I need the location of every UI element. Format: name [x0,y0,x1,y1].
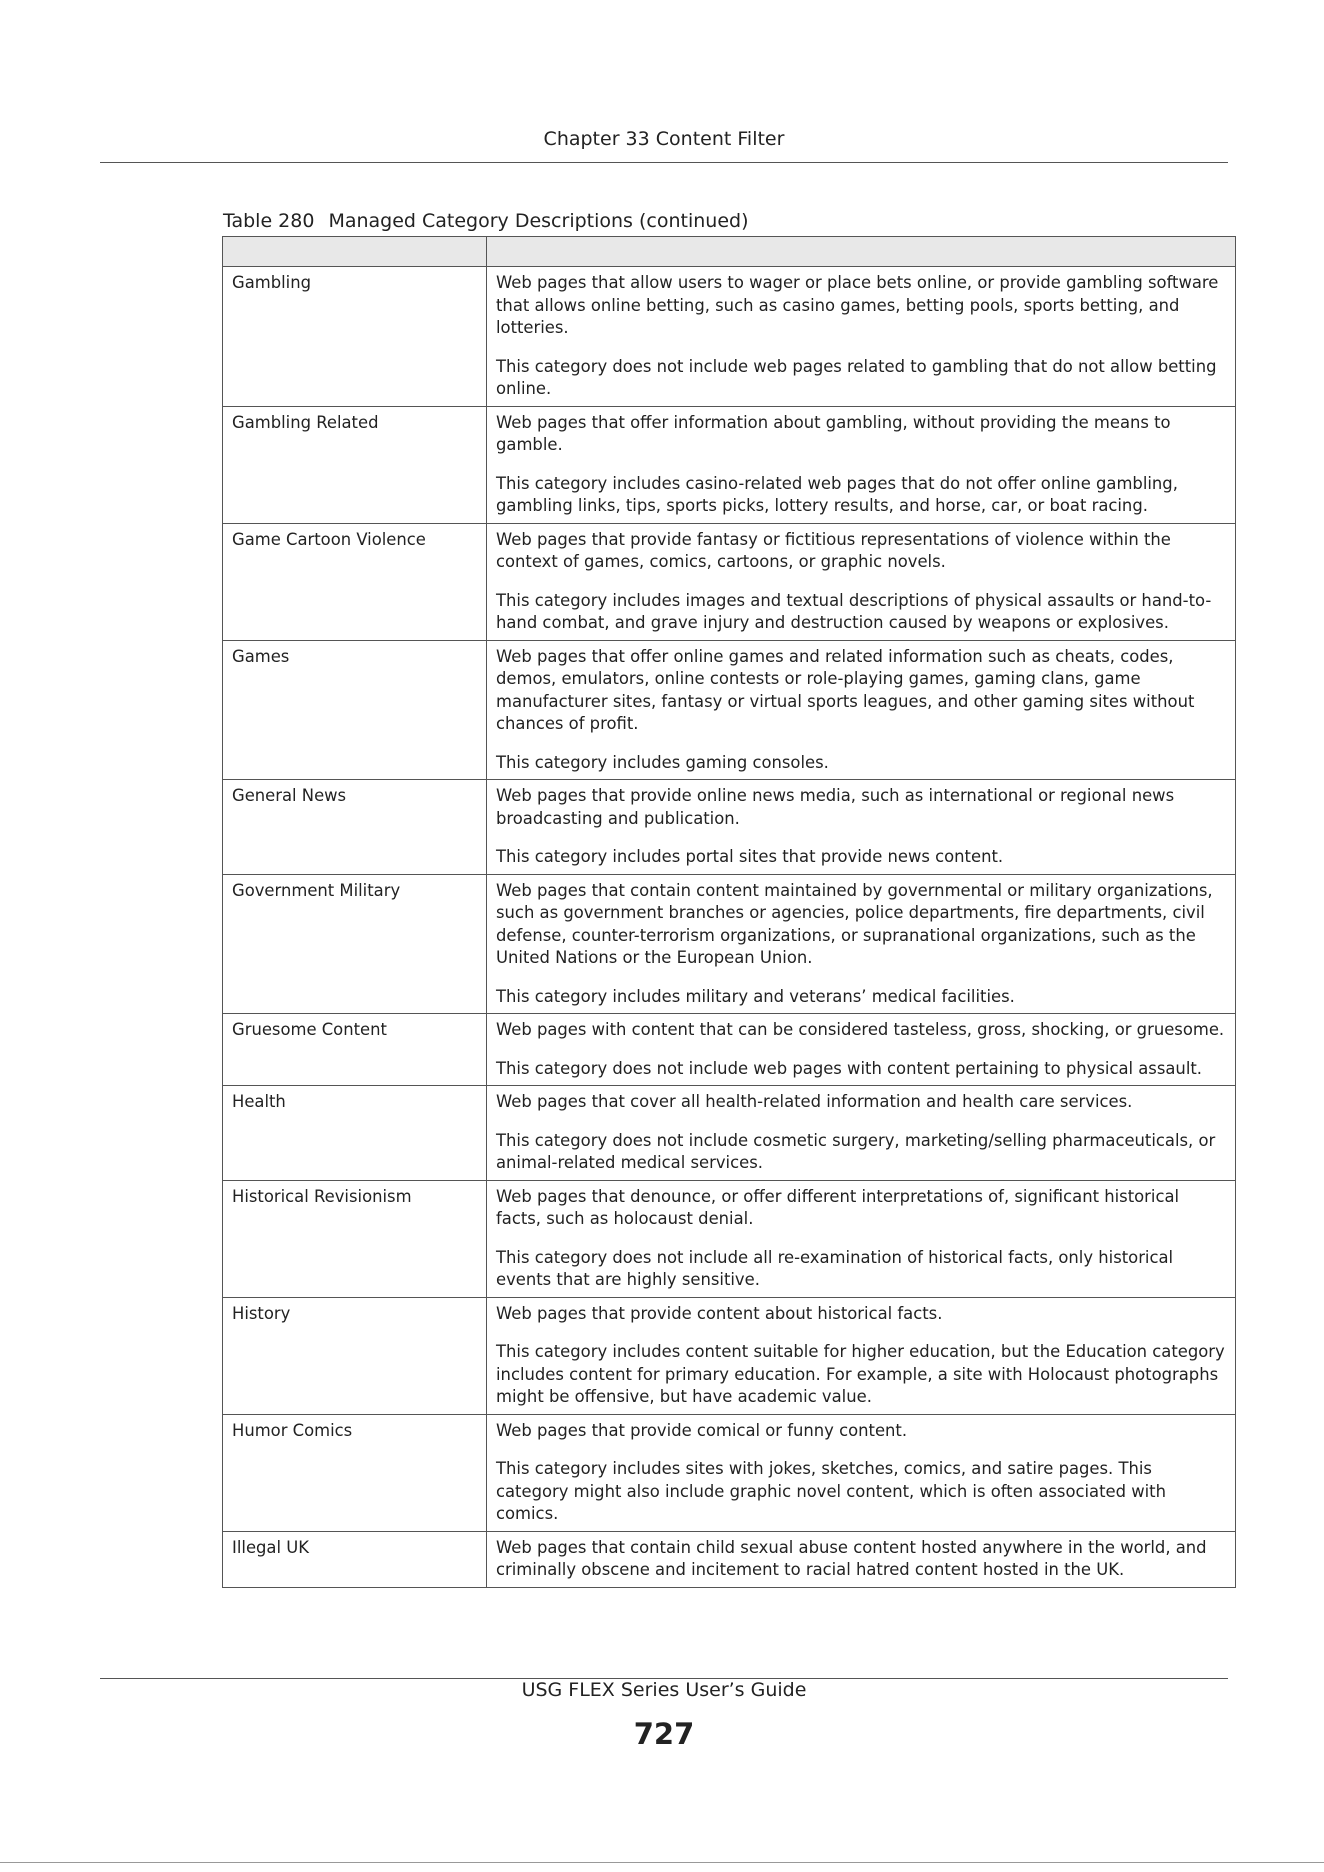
description-paragraph: This category does not include all re-examination of historical facts, only historical events that are highly sensitive. [496,1247,1174,1289]
category-name-cell: Gambling [223,267,487,407]
description-paragraph: This category includes content suitable for higher education, but the Education category includes content for primary education. For example, a site with Holocaust photographs might be offensive, but have academic value. [496,1342,1225,1406]
category-name-cell: Illegal UK [223,1531,487,1587]
category-description-cell [487,640,1236,780]
table-caption-number: Table 280 [223,210,315,232]
table-header-row [223,237,1236,267]
category-name-cell: Health [223,1086,487,1181]
table-body [223,267,1236,1588]
description-paragraph: This category includes military and veterans’ medical facilities. [496,986,1015,1006]
category-description-cell [487,1086,1236,1181]
description-paragraph: This category includes casino-related web pages that do not offer online gambling, gambling links, tips, sports picks, lottery results, and horse, car, or boat racing. [496,473,1178,515]
header-cell-description [487,237,1236,267]
category-name-cell: Game Cartoon Violence [223,523,487,640]
table-caption-title: Managed Category Descriptions (continued) [328,210,749,232]
table-row [223,406,1236,523]
category-name-cell: History [223,1297,487,1414]
table-caption [223,210,749,232]
description-paragraph: This category does not include cosmetic surgery, marketing/selling pharmaceuticals, or animal-related medical services. [496,1130,1216,1172]
page-bottom-edge [0,1862,1324,1863]
category-name-cell: Government Military [223,874,487,1014]
description-paragraph: Web pages that provide comical or funny content. [496,1420,908,1440]
category-description-cell [487,1531,1236,1587]
header-rule [100,162,1228,163]
category-name-cell: Games [223,640,487,780]
table-row [223,523,1236,640]
footer-guide-title: USG FLEX Series User’s Guide [521,1679,807,1701]
description-paragraph: This category includes portal sites that provide news content. [496,847,1004,866]
table-row [223,780,1236,875]
category-description-cell [487,267,1236,407]
table-row [223,1180,1236,1297]
category-name-cell: Gruesome Content [223,1014,487,1086]
description-paragraph: Web pages that cover all health-related information and health care services. [496,1092,1133,1111]
description-paragraph: Web pages that offer online games and related information such as cheats, codes, demos, emulators, online contests or role-playing games, gaming clans, game manufacturer sites, fantasy or virtual sports leagues, and other gaming sites without chances of profit. [496,646,1195,733]
table-row [223,1014,1236,1086]
description-paragraph: This category does not include web pages with content pertaining to physical assault. [496,1058,1203,1078]
table-row [223,1297,1236,1414]
description-paragraph: Web pages that provide online news media, such as international or regional news broadcasting and publication. [496,786,1175,828]
category-description-cell [487,406,1236,523]
page-number: 727 [633,1717,695,1751]
category-name-cell: General News [223,780,487,875]
description-paragraph: Web pages that offer information about gambling, without providing the means to gamble. [496,412,1171,454]
description-paragraph: Web pages that denounce, or offer different interpretations of, significant historical facts, such as holocaust denial. [496,1186,1180,1228]
table-row [223,640,1236,780]
category-name-cell: Gambling Related [223,406,487,523]
category-table [222,236,1236,1588]
description-paragraph: Web pages that provide fantasy or fictitious representations of violence within the context of games, comics, cartoons, or graphic novels. [496,529,1171,571]
category-description-cell [487,523,1236,640]
description-paragraph: This category includes gaming consoles. [496,752,829,772]
category-description-cell [487,1297,1236,1414]
table-row [223,1531,1236,1587]
description-paragraph: This category includes sites with jokes, sketches, comics, and satire pages. This category might also include graphic novel content, which is often associated with comics. [496,1459,1166,1523]
category-description-cell [487,780,1236,875]
table-row [223,1086,1236,1181]
table-row [223,267,1236,407]
category-description-cell [487,1180,1236,1297]
description-paragraph: This category does not include web pages related to gambling that do not allow betting online. [496,356,1217,398]
header-cell-category [223,237,487,267]
table-row [223,874,1236,1014]
description-paragraph: Web pages that contain content maintained by governmental or military organizations, such as government branches or agencies, police departments, fire departments, civil defense, counter-terrorism organizations, or supranational organizations, such as the United Nations or the European Union. [496,880,1213,967]
description-paragraph: Web pages that allow users to wager or place bets online, or provide gambling software that allows online betting, such as casino games, betting pools, sports betting, and lotteries. [496,273,1219,337]
category-name-cell: Humor Comics [223,1414,487,1531]
table-row [223,1414,1236,1531]
chapter-header: Chapter 33 Content Filter [543,128,785,150]
description-paragraph: Web pages that provide content about historical facts. [496,1303,943,1323]
category-name-cell: Historical Revisionism [223,1180,487,1297]
category-description-cell [487,1014,1236,1086]
description-paragraph: Web pages that contain child sexual abuse content hosted anywhere in the world, and criminally obscene and incitement to racial hatred content hosted in the UK. [496,1537,1207,1579]
description-paragraph: This category includes images and textual descriptions of physical assaults or hand-to-hand combat, and grave injury and destruction caused by weapons or explosives. [496,590,1212,632]
category-description-cell [487,1414,1236,1531]
category-description-cell [487,874,1236,1014]
description-paragraph: Web pages with content that can be considered tasteless, gross, shocking, or gruesome. [496,1020,1225,1039]
